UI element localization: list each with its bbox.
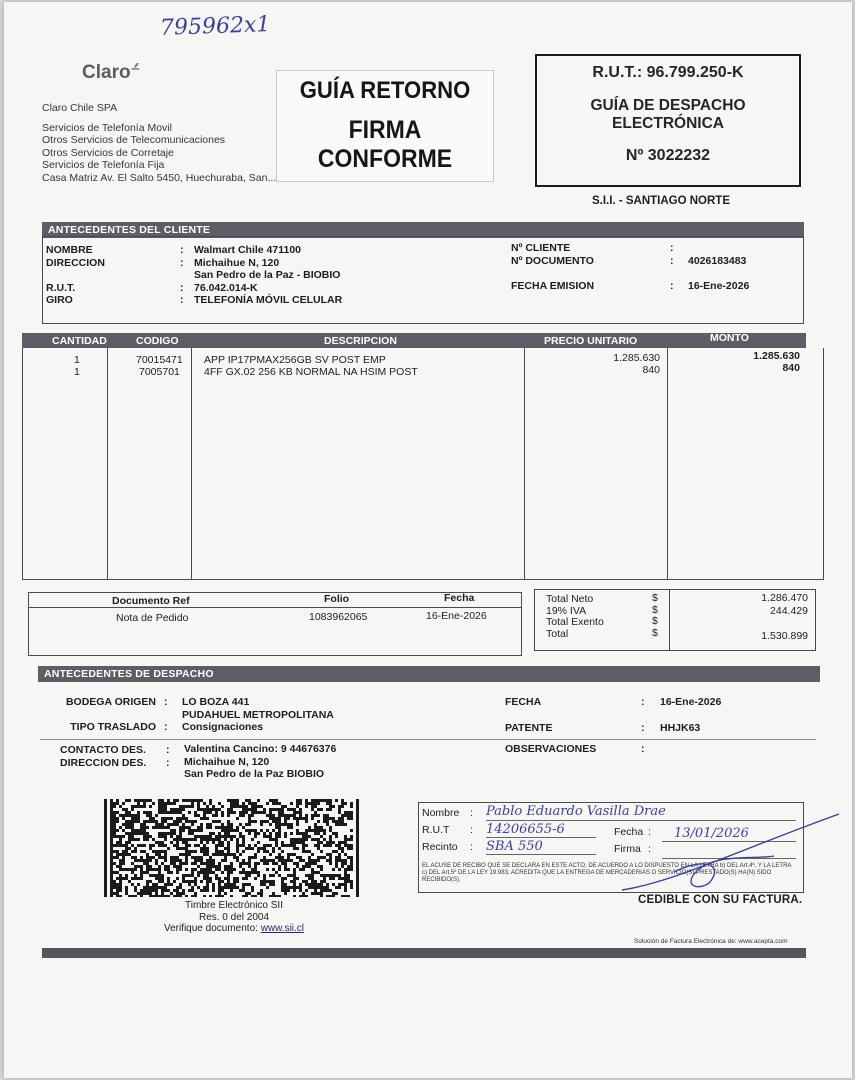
- totals-currency: [652, 593, 658, 639]
- divider: [28, 607, 522, 608]
- document-type-1: GUÍA DE DESPACHO: [590, 97, 746, 114]
- footer-bar: [42, 948, 806, 958]
- total-label: Total: [546, 627, 569, 640]
- cliente-label: Nº CLIENTE: [511, 242, 571, 254]
- exento-label: Total Exento: [546, 616, 604, 628]
- documento-value: 4026183483: [688, 254, 747, 267]
- neto-value: 1.286.470: [761, 592, 808, 604]
- dispatch-colons: [164, 696, 168, 734]
- document-number: Nº 3022232: [625, 147, 711, 164]
- contact-labels: [60, 744, 146, 769]
- exento-value: [704, 617, 808, 630]
- colon: :: [670, 242, 674, 254]
- client-colons: [180, 244, 184, 307]
- timbre-barcode: [104, 799, 362, 897]
- col-codigo: CODIGO: [136, 335, 179, 347]
- totals-values: [704, 592, 808, 642]
- receipt-recinto: SBA 550: [486, 839, 543, 854]
- observaciones-label: OBSERVACIONES: [505, 743, 597, 755]
- fecha-despacho-value: 16-Ene-2026: [660, 696, 722, 708]
- contacto-label: CONTACTO DES.: [60, 744, 146, 756]
- divider: [667, 348, 668, 580]
- colon: :: [648, 843, 651, 855]
- direccion-label: DIRECCION: [46, 256, 105, 269]
- nombre-label: NOMBRE: [46, 244, 93, 256]
- colon: :: [166, 744, 170, 756]
- price-cell: 1.285.630: [613, 352, 660, 364]
- client-values: [194, 244, 342, 307]
- bodega-value-1: LO BOZA 441: [182, 696, 250, 708]
- col-cantidad: CANTIDAD: [52, 335, 107, 347]
- fecha-emision-label: FECHA EMISION: [511, 280, 595, 292]
- colon: :: [164, 721, 168, 733]
- footer-credit: Solución de Factura Electrónica de: www.acepta.com: [634, 938, 788, 945]
- receipt-recinto-label: Recinto: [422, 841, 458, 853]
- description-column: [204, 354, 418, 378]
- colon: :: [166, 756, 170, 769]
- receipt-rut-label: R.U.T: [422, 824, 450, 836]
- col-monto: MONTO: [710, 332, 749, 344]
- currency: $: [652, 592, 658, 604]
- ref-fecha: 16-Ene-2026: [426, 610, 487, 622]
- qty-cell: 1: [74, 354, 80, 366]
- client-address-1: Michaihue N, 120: [194, 256, 280, 269]
- colon: :: [470, 807, 473, 819]
- price-cell: 840: [642, 364, 660, 376]
- company-line: Casa Matriz Av. El Salto 5450, Huechuraba, San...: [42, 171, 277, 184]
- amount-cell: 1.285.630: [753, 350, 800, 362]
- client-rut: 76.042.014-K: [194, 281, 258, 294]
- document-id-box: [535, 54, 801, 187]
- dispatch-section-header: ANTECEDENTES DE DESPACHO: [38, 666, 820, 682]
- rut-label: R.U.T.: [46, 281, 76, 294]
- col-descripcion: DESCRIPCION: [324, 335, 397, 347]
- table-row: [74, 354, 84, 378]
- amount-column: [704, 350, 800, 374]
- contact-colons: [166, 744, 170, 769]
- colon: :: [180, 244, 184, 256]
- receipt-nombre-label: Nombre: [422, 807, 460, 819]
- claro-logo: [82, 62, 140, 84]
- direccion-des-label: DIRECCION DES.: [60, 756, 147, 769]
- legal-notice: EL ACUSE DE RECIBO QUE SE DECLARA EN ESTE ACTO, DE ACUERDO A LO DISPUESTO EN LA LETRA b) DEL Art.4º, Y LA LETRA c) DEL Art.5º DE LA LEY 19.983, ACREDITA QUE LA ENTREGA DE MERCADERIAS O SERVICIO(S) PRESTADO(S) HA(N) SIDO RECIBIDO(S).: [422, 863, 792, 883]
- colon: :: [670, 254, 674, 267]
- totals-labels: [546, 594, 604, 640]
- colon: :: [648, 826, 651, 838]
- document-type-2: ELECTRÓNICA: [612, 115, 724, 132]
- client-doc-values: [688, 242, 749, 293]
- price-column: [564, 352, 660, 376]
- contact-values: [184, 743, 336, 781]
- divider: [524, 348, 525, 580]
- company-line: Servicios de Telefonía Fija: [42, 159, 165, 172]
- cedible-label: CEDIBLE CON SU FACTURA.: [638, 894, 803, 906]
- client-name: Walmart Chile 471100: [194, 244, 301, 256]
- direccion-des-value-2: San Pedro de la Paz BIOBIO: [184, 768, 325, 780]
- ref-doc-header: Documento Ref: [112, 595, 190, 607]
- patente-value: HHJK63: [660, 722, 701, 734]
- ref-folio: 1083962065: [309, 611, 368, 623]
- handwritten-note: 795962x1: [159, 12, 271, 41]
- tipo-value: Consignaciones: [182, 721, 264, 733]
- verify-link[interactable]: www.sii.cl: [260, 923, 305, 934]
- code-cell: 70015471: [136, 354, 183, 366]
- qty-cell: 1: [74, 366, 80, 378]
- iva-label: 19% IVA: [546, 604, 587, 617]
- colon: :: [180, 294, 184, 306]
- return-stamp: [276, 70, 494, 182]
- colon: :: [470, 824, 473, 836]
- bodega-label: BODEGA ORIGEN: [65, 696, 156, 708]
- code-column: [136, 354, 183, 378]
- colon: :: [180, 281, 184, 294]
- dispatch-right-values: [660, 696, 721, 756]
- neto-label: Total Neto: [546, 593, 594, 605]
- receipt-rut: 14206655-6: [486, 822, 565, 837]
- dispatch-labels: [44, 696, 156, 734]
- currency: $: [652, 626, 658, 639]
- colon: :: [164, 696, 168, 708]
- timbre-line-1: Timbre Electrónico SII: [185, 900, 283, 911]
- receipt-fecha: 13/01/2026: [674, 826, 749, 841]
- issuer-rut: R.U.T.: 96.799.250-K: [592, 64, 744, 81]
- divider: [191, 348, 192, 580]
- observaciones-value: [660, 743, 721, 756]
- timbre-line-2: Res. 0 del 2004: [198, 911, 270, 923]
- logo-text: Claro: [82, 62, 131, 83]
- colon: :: [180, 256, 184, 269]
- receipt-fecha-label: Fecha: [614, 826, 644, 838]
- col-precio: PRECIO UNITARIO: [544, 335, 638, 347]
- timbre-caption: [144, 900, 324, 935]
- client-labels: [46, 244, 105, 307]
- colon: :: [470, 841, 473, 853]
- direccion-des-value-1: Michaihue N, 120: [184, 755, 270, 768]
- company-line: Otros Servicios de Telecomunicaciones: [42, 134, 226, 147]
- underline: [486, 837, 596, 838]
- patente-label: PATENTE: [505, 722, 553, 734]
- giro-label: GIRO: [46, 294, 73, 306]
- bodega-value-2: PUDAHUEL METROPOLITANA: [182, 708, 334, 721]
- client-address-2: San Pedro de la Paz - BIOBIO: [194, 269, 341, 281]
- description-cell: APP IP17PMAX256GB SV POST EMP: [204, 354, 386, 366]
- signature-stroke: [614, 812, 844, 902]
- company-line: Otros Servicios de Corretaje: [42, 146, 174, 159]
- ref-doc: Nota de Pedido: [116, 612, 189, 624]
- currency: $: [652, 615, 658, 627]
- items-body: [22, 348, 824, 580]
- colon: :: [641, 743, 645, 755]
- divider: [669, 589, 670, 651]
- colon: :: [641, 722, 645, 734]
- divider: [107, 348, 108, 580]
- client-doc-colons: [670, 242, 674, 293]
- client-giro: TELEFONÍA MÓVIL CELULAR: [194, 294, 343, 306]
- company-line: Servicios de Telefonía Movil: [42, 121, 172, 134]
- cliente-value: [688, 242, 749, 255]
- verify-label: Verifique documento:: [163, 923, 258, 934]
- contacto-value: Valentina Cancino: 9 44676376: [184, 743, 337, 755]
- fecha-emision-value: 16-Ene-2026: [688, 280, 750, 292]
- fecha-despacho-label: FECHA: [505, 696, 542, 708]
- logo-mark-icon: ⁻́: [130, 62, 141, 82]
- colon: :: [670, 280, 674, 292]
- ref-fecha-header: Fecha: [444, 592, 475, 604]
- company-info: [42, 102, 276, 185]
- underline: [486, 854, 596, 855]
- amount-cell: 840: [782, 362, 800, 374]
- company-name: Claro Chile SPA: [42, 102, 118, 114]
- stamp-line-2: FIRMA CONFORME: [317, 116, 453, 173]
- colon: :: [641, 696, 645, 708]
- dispatch-right-colons: [641, 696, 645, 756]
- currency: $: [652, 603, 658, 616]
- receipt-firma-label: Firma: [614, 843, 641, 855]
- total-value: 1.530.899: [761, 629, 808, 642]
- dispatch-values: [182, 696, 334, 734]
- document-page: [4, 2, 852, 1078]
- documento-label: Nº DOCUMENTO: [511, 254, 594, 267]
- sii-office: S.I.I. - SANTIAGO NORTE: [592, 195, 731, 207]
- iva-value: 244.429: [770, 604, 808, 617]
- stamp-line-1: GUÍA RETORNO: [299, 77, 471, 104]
- client-doc-labels: [511, 242, 594, 293]
- receipt-nombre: Pablo Eduardo Vasilla Drae: [486, 804, 666, 819]
- description-cell: 4FF GX.02 256 KB NORMAL NA HSIM POST: [204, 366, 418, 378]
- client-section-header: ANTECEDENTES DEL CLIENTE: [42, 222, 804, 238]
- dispatch-right-labels: [505, 696, 596, 756]
- code-cell: 7005701: [139, 366, 180, 378]
- ref-folio-header: Folio: [324, 593, 350, 605]
- tipo-label: TIPO TRASLADO: [70, 721, 156, 733]
